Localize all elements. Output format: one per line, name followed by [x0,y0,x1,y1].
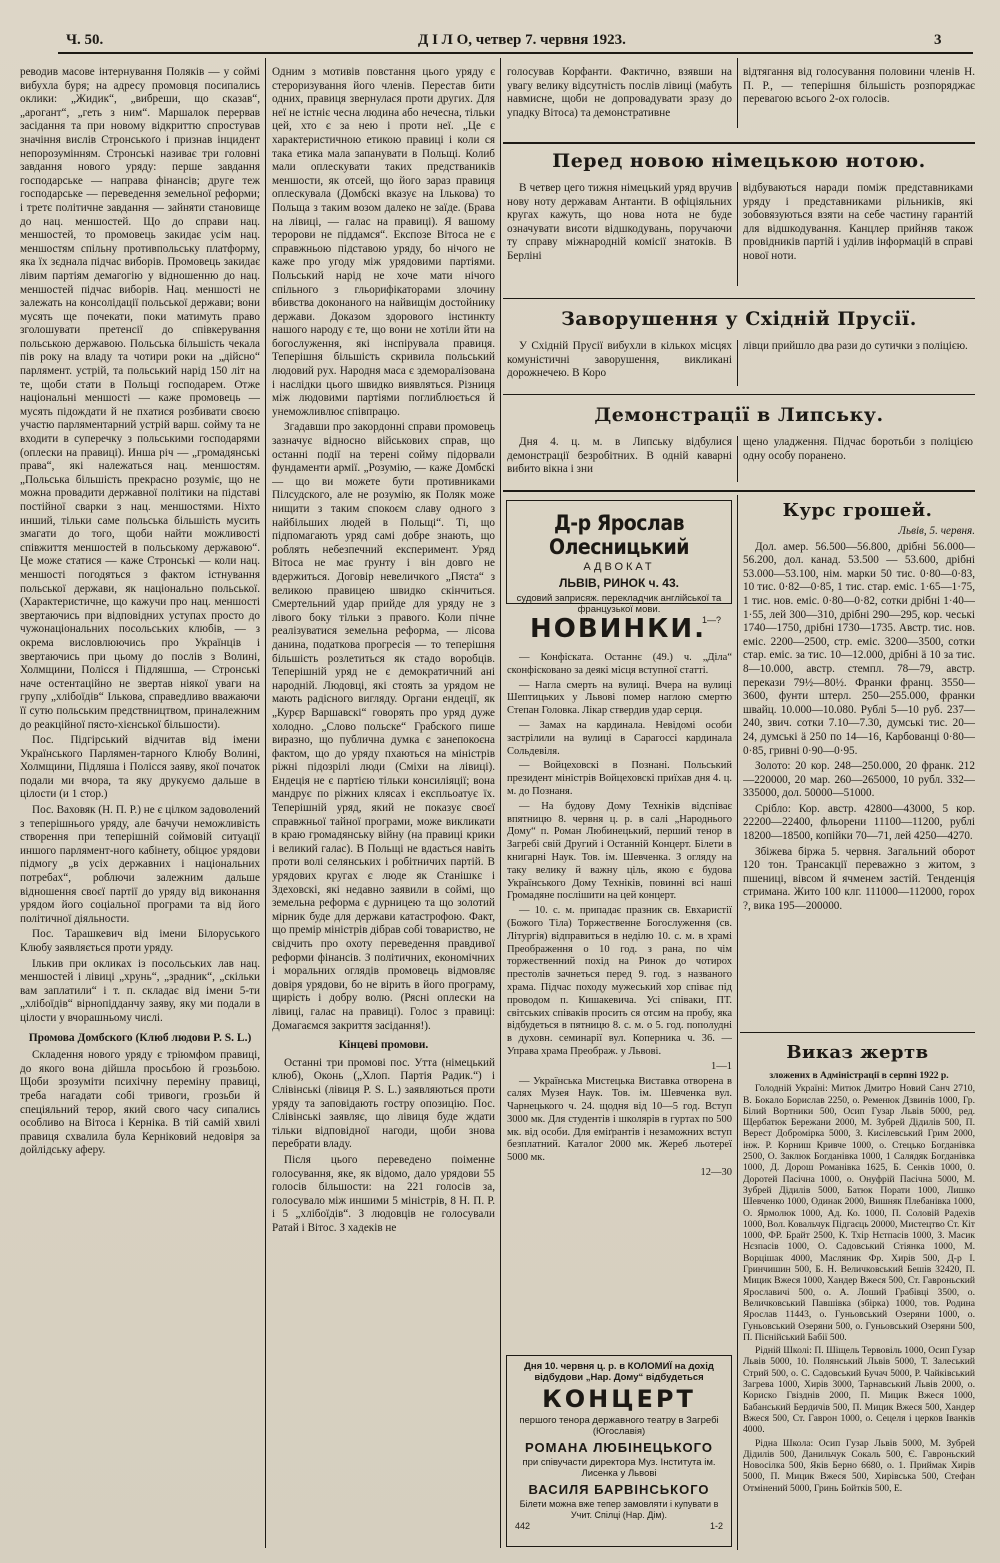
section-heading: Кінцеві промови. [338,1039,429,1052]
lawyer-advertisement [506,500,732,625]
column-rule [737,340,738,386]
victims-subtitle: зложених в Адміністрації в серпні 1922 р. [769,1070,949,1081]
paragraph: Срібло: Кор. австр. 42800—43000, 5 кор. 22200—22400, фльорени 11100—11200, рублі 18200—18500, копійки 70—71, лей 4250—4270. [743,802,975,843]
item-number: 12—30 [700,1167,732,1179]
section-rule [503,490,975,492]
column-rule-1 [265,58,266,1548]
paragraph: Пос. Підгірський відчитав від імени Українського Парлямен-тарного Клюбу Волині, Холмщини, Підляша і Полісся заяву, якої початок подали ми вчора, та яку друкуємо дальше в цілости (и 1 стор.) [20,734,260,801]
news-item: — Конфіската. Останнє (49.) ч. „Діла“ сконфісковано за деякі місця вступної статті. [507,652,732,676]
exchange-column [743,525,975,1025]
paragraph: щено уладження. Підчас боротьби з поліцією одну особу поранено. [743,436,973,462]
lawyer-note: судовий заприсяж. перекладчик англійської та французької мови. [516,593,722,615]
paragraph: Дол. амер. 56.500—56.800, дрібні 56.000—56.200, дол. канад. 53.500 — 53.600, дрібні 53.000—53.100, нім. марки 50 тис. 0·80—0·83, 10 тис. 0·82—0·85, 1 тис. стар. еміс. 1·65—1·75, 1 тис. нов. еміс. 0·80—0·82, сотки дрібні 1·40—1·55, лей 300—310, дрібні 290—295, кор. чеські 1740—1750, дрібні 1730—1735. Австр. тис. нов. еміс. 2200—2500, стр. еміс. 3200—3500, сотки стар. еміс. за тис. 10—12.000, дрібні ä 10 за тис. 8—10.000, австр. стемпл. 78—79, австр. перекази 79½—80½. Франки франц. 3550—3600, фунти штерл. 250—255.000, франки швайц. 10.000—10.080. Рублі 5—10 руб. 237—240, звич. сотки 7.10—7.30, думські тис. 20—24, думські ä 250 по 14—16, Карбованці 0·80—0·85, гривні 0·90—0·95. [743,540,975,757]
lawyer-name: Д-р Ярослав Олесницький [549,511,689,559]
paragraph: В четвер цего тижня німецький уряд вручив нову ноту державам Антанти. В офіціяльних кругах кажуть, що нова нота не буде означувати висоти відшкодувань, поручаючи ту справу міжнародній комісії знатоків. В Берліні [507,182,732,262]
column-4-continuation [743,66,975,136]
article-note-right [743,182,973,292]
column-3-continuation [507,66,732,136]
paragraph: Дня 4. ц. м. в Липську відбулися демонстрації безробітних. В одній каварні вибито вікна і зни [507,436,732,476]
article-prussia-right [743,340,973,390]
paragraph: лівци прийшло два рази до сутички з поліцією. [743,340,968,352]
ad-number: 1—? [701,615,721,625]
concert-word: КОНЦЕРТ [542,1385,696,1413]
section-rule [503,298,975,299]
news-column [507,652,732,1352]
paragraph: Збіжева біржа 5. червня. Загальний оборот 120 тон. Трансакції переважно з житом, з пшениці, вівсом й ячменем застій. Тенденція стримана. Жито 100 клг. 111000—112000, горох ?, вика 195—200000. [743,845,975,913]
exchange-date: Львів, 5. червня. [898,525,975,537]
lawyer-address: ЛЬВІВ, РИНОК ч. 43. [559,576,679,590]
column-rule-3 [737,495,738,1550]
column-rule-2 [500,58,501,1548]
article-leipzig-left [507,436,732,486]
masthead-title: Д І Л О, четвер 7. червня 1923. [418,32,626,48]
section-rule [740,1032,975,1033]
ad-number: 1-2 [709,1521,723,1531]
article-title-leipzig: Демонстрації в Липську. [594,404,884,426]
concert-line3: Білети можна вже тепер замовляти і купувати в Учит. Спілці (Нар. Дім). [519,1499,719,1520]
paragraph: Складення нового уряду є тріюмфом правиці, до якого вона дійшла просьбою й грозьбою. Щоби зрозуміти психічну переміну правиці, треба нагадати собі тривоги, грозьби й спеціяльний терор, який свого часу сипались особливо на Вітоса і Керніка. В тій самій хвилі правиця схвалила була Керніковий недовіря за дойлідську аферу. [20,1049,260,1157]
page-number: 3 [934,32,942,48]
paragraph: Ількив при окликах із посольських лав нац. меншостей і лівиці „хрунь“, „зрадник“, „скільки вам заплатили“ і т. п. складає від імени 5-ти „хлібоїдів“ вірнопідданчу заяву, яку ми подали в цілости у вчорашньому числі. [20,957,260,1024]
concert-advertisement [506,1355,732,1547]
item-number: 1—1 [711,1060,732,1072]
paragraph: Останні три промові пос. Утта (німецький клюб), Оконь („Хлоп. Партія Радик.“) і Слівінські (лівиця P. S. L.) заявляються проти уряду та заповідають гостру опозицію. Пос. Слівінські заявляє, що лівиця буде ждати тільки відповідної нагоди, щоби знова перебрати владу. [272,1056,495,1151]
exchange-title: Курс грошей. [782,500,933,521]
column-rule [737,436,738,482]
paragraph: Згадавши про закордонні справи промовець зазначує відносно військових справ, що останні події на терені сойму підорвали фундаменти армії. „Розумію, — каже Домбскі — що ви можете бути противниками Пілсудского, але не розумію, як Поляк може нищити з таким спокоєм славу одного з найбільших людей в Польщі“. Ті, що підпомагають уряд самі добре знають, що роблять небезпечний експеримент. Уряд Вітоса не має ґрунту і він довго не вдержиться. Договір невеличкого „Пяста“ з великою правицею швидко скінчиться. Смертельний удар прийде для уряду не з лівого боку тільки з правого. Коли пічне реалізуватися земельна реформа, — лісова данина, податкова прогресія — то теперішня більшість розлетиться як стадо воробців. Теперішній уряд не є демократичний ані народній. Людовці, які стоять за урядом не мають радісного вигляду. Органи ендеції, як „Курєр Варшавскі“ говорять про уряд дуже холодно. „Слово польске“ Грабского пише виразно, що публична думка є занепокоєна фактом, що до уряду пхаються на міністрів ріжні підозрілі люди (Сміхи на лівиці). Ендеція не є партією тільки консиліяції; вона мандрує по ріжних клясах і експльоатує їх. Теперішній уряд, який не показує своєї справжньої тайної програми, може викликати в краю громадянську війну (на правиці крики і великий галас). В Польщі не вдасться навіть проти волі селянських і робітничих партій. В урядових кругах є люде як Станішкє і Здеховскі, які недавно заявили в соймі, що земельна реформа є дурницею та що золотий мірник буде для держави катастрофою. Факт, що премір міністрів дібрав собі товариство, не свідчить про охоту переведення правдивої реформи фінансів. З політичних, економічних і моральних оглядів промовець відмовляє довіря урядови, бо не вірить в його програму, щирість і добру волю. (Рясні оплески на лівиці, галас на правиці). Голос з правиці: Домагаємся закриття засідання!). [272,421,495,1032]
column-1 [20,66,260,1546]
section-rule [503,394,975,395]
victims-column [743,1070,975,1548]
page-header [60,30,975,52]
section-heading: Промова Домбского (Клюб людови P. S. L.) [28,1031,252,1044]
news-item: — Войцеховскі в Познані. Польський президент міністрів Войцеховскі приїхав дня 4. ц. м. до Познаня. [507,760,732,797]
paragraph: Рідній Школі: П. Шіщель Тервовіль 1000, Осип Гузар Львів 5000, 10. Полянський Львів 5000, Т. Залеський Стрий 500, о. С. Садовський Бучач 5000, Р. Чайківський Загрева 1000, Хирів 3000, Тарнавський Львів 2000, о. Кориско Гвізднів 2000, П. Мицик Вжеся 1000, Бабанський Бердичів 500, П. Мицик Вжеся 500, Хандер Вжеся 500, Ст. Гаврон 1000, о. Сецеля і церков Іванків 4000. [743,1345,975,1436]
paragraph: відбуваються наради поміж представниками уряду і представниками рільників, які зобовязуються взяти на себе частину гарантій для відшкодування. Канцлер прийняв також провідників партій і уділив інформацій в справі нової ноти. [743,182,973,262]
paragraph: Після цього переведено поіменне голосування, яке, як відомо, дало урядови 55 голосів більшости: на 221 голосів за, голосувало між иншими 5 міністрів, 8 Н. П. Р. і 5 „хлібоїдів“. З людовців не голосували Ратай і Вітос. З хадеків не [272,1153,495,1234]
paragraph: Голодній Україні: Митюк Дмитро Новий Санч 2710, В. Бокало Борислав 2250, о. Ременюк Дзвинів 1000, Гр. Білий Вортники 500, Осип Гузар Львів 5000, ред. Щербатюк Бережани 2000, М. Зубрей Дідилів 500, П. Верест Добромірка 5000, З. Кисілевський Грим 2000, інж. Р. Корниш Кривче 1000, о. Стецько Богданівка 2500, О. Заклюк Богданівка 1000, 1 Салядяк Богданівка 1000, Д. Дорош Романівка 1625, Б. Сенків 1000, 0. Доротей Пасічна 1000, о. Онуфрій Пасічна 5000, М. Зубрей Дідилів 5000, Батюк Порати 1000, Лишко Шевченко 1000, Одинак 2000, Вишняк Плебанівка 1000, О. Ярмолюк 1000, Ад. Ко. 1000, П. Соловій Радехів 1000, Вол. Ковальчук Підгаєць 20000, Мистецтво Ст. Кіт 1000, ФР. Брайт 2500, К. Тхір Нєтпасів 1000, З. Масик Нєзпасів 1000, О. Садовський Стіянка 1000, М. Ворцішак 4000, Масляник Фр. Хирів 500, Д-р І. Гринчишин 500, Б. Н. Величковський Бешів 32420, П. Мицик Вжеся 1000, Хандер Вжеся 500, Ст. Гавроньский Ярославичі 500, о. А. Лоший Грабівці 3500, о. Величковський Павшівка (збірка) 1000, тов. Родина Ярослав 11443, о. Гуньовський Озеряни 1000, о. Гуньовський Озеряни 500, о. Гуньовський Озеряни 500, П. Піснійський Бабії 500. [743,1083,975,1343]
header-rule [58,52,973,54]
news-title: НОВИНКИ. [529,614,707,644]
article-title-note: Перед новою німецькою нотою. [552,150,926,172]
article-title-prussia: Заворушення у Східній Прусії. [561,308,917,330]
news-item: — На будову Дому Техніків відспіває впятницю 8. червня ц. р. в салі „Народнього Дому“ п. Роман Любинецький, перший тенор в Загребі свій Другий і Останній Концерт. Білети в книгарні Наук. Тов. ім. Шевченка. З огляду на таку велику й важну ціль, якою є будова Українського Дому Техніків, повинні всі наші Громадяне послішити на цей концерт. [507,800,732,902]
news-item: — Нагла смерть на вулиці. Вчера на вулиці Шептицьких у Львові помер наглою смертю Степан Головка. Лікар ствердив удар серця. [507,679,732,717]
issue-number: Ч. 50. [66,32,104,48]
news-item: — 10. с. м. припадає празник св. Евхаристії (Божого Тіла) Торжественне Богослуження (св. Літургія) відправиться в неділю 10. с. м. в храмі Преображення о 10 год. з рана, по чім торжественний похід на Ринок до чотирох престолів зачнеться перед 9. год. з названого храма. Підчас походу мужеський хор співає під проводом п. Кишакевича. Усі співаки, ПТ. світських співаків просить ся отсим на пробу, яка відбудеться в пятницю 8. с. м. о 5. год. пополудні в духовн. семинарії вул. Коперника ч. 36. — Управа храма Преображ. у Львові. [507,905,732,1057]
section-rule [503,142,975,144]
concert-numbers [515,1521,723,1531]
paragraph: Пос. Ваховяк (Н. П. Р.) не є цілком задоволений з теперішнього уряду, але бачучи неможливість створення при теперішній соймовій ситуації иншого парлямент-ного кабінету, обіцює урядови підмогу „в усіх державних і національних потребах“, роблючи залежним дальше відношення своєї партії до уряду від виконання урядом його соціальної програми та від його політичної діяльности. [20,804,260,925]
paragraph: Золото: 20 кор. 248—250.000, 20 франк. 212—220000, 20 мар. 260—265000, 10 рубл. 332—335000, дол. 50000—51000. [743,760,975,800]
concert-line2: при співучасти директора Муз. Інститута ім. Лисенка у Львові [522,1457,716,1479]
paragraph: Одним з мотивів повстання цього уряду є стероризування його членів. Перестав бити одних, правиця звернулася проти других. Для неї не істніє чесна людина або нечесна, тільки цей, хто є за нею і проти неї. „Це є характеристичною етикою правиці і коли ся така етика мала запанувати в Польщі. Колиб мали оплескувати таких предстваників меншости, як отсей, що його зараз правиця оплескувала (Домбскі вказує на Ількова) то Польща з таким возом далеко не заїде. (Брава на лівиці, — галас на правиці). Я вашому теророви не піддамся“. Експозе Вітоса не є справжньою підставою уряду, бо нічого не каже про угоду між урядовими партіями. Польський нарід не хоче мати нічого спільного з гльорифікаторами злочину вбивства доконаного на найвищім достойнику держави. Доказом здорового інстинкту нашого народу є те, що вони не хотіли йти на богослуження, які інспірувала правиця. Теперішня більшість скривила польський людовий рух. Народня маса є здеморалізована і наслідки цього швидко виявляться. Різниця між людовими партіями поглиблюється й унеможливлює співпрацю. [272,66,495,418]
paragraph: Пос. Тарашкевич від імени Білоруського Клюбу заявляється проти уряду. [20,928,260,954]
news-item: — Замах на кардинала. Невідомі особи застрілили на вулиці в Сарагоссі кардинала Сольдевіля. [507,719,732,757]
paragraph: реводив масове інтернування Поляків — у соймі вибухла буря; на адресу промовця посипались оклики: „Жидик“, „вибреши, що сказав“, „арогант“, „геть з ним“. Маршалок перервав засідання та при новому відкриттю спростував значіння вислів Стронськоґо і признав інцидент непорозумінням. Стронські називає три головні завдання нового уряду: перше завдання господарське — направа фінансів; друге теж господарське — переведення земельної реформи; і третє політичне завдання — зайняти становище до нац. меншостей. Що до справи нац. меншостей, то промовець закидає усім нац. меншостям спільну противпольську платформу, яка їх зєднала підчас виборів. Промовець закидає лівим партіям демагогію у відношенню до нац. меншостей підчас виборів. Нац. меншості не залежать на консолідації польської держави; вони мусять ще почекати, поки матимуть право зголошувати претенсії до співкерування польською державою. Польська більшість чекала пів року на владу та чотири роки на „дійсно“ парлямент. устрій, та польський нарід 150 літ на те, щоби стати в Польщі господарем. Отже національні меншості — каже промовець — мусять підождати й не пхатися розбивати своєю участю парляментарний устрій варш. сойму та не входити в суперечку з польськими господарями (оплески на правиці). Инша річ — „громадянські права“, які належаться нац. меншостям. „Польська більшість прекрасно розуміє, що не можна провадити державної політики на підставі постійної сварки з нац. меншостями. Ніхто инший, тільки саме польська більшість мусить змагати до того, щоби найти можливості співжиття меншостей в польському державою“. Це може статися — каже Стронські — коли нац. меншості погодяться з фактом істнування польської держави, як національно польської. (Характеристичне, що кажучи про нац. меншості звертаючись при відповідних уступах просто до чужонаціональних посольських клюбів, — з окрема висловлюючись про Українців і звертаючись при цьому до послів з Волині, Холмщини, Полісся і Підляшша, — Стронські наче остентаційно не звертав ніякої уваги на групу „хлібоїдів“ Ількова, справедливо вважаючи її сутю польським предствництвом, приналежним до реакційної пясто-хієнської більшости). [20,66,260,731]
article-leipzig-right [743,436,973,486]
column-rule [737,182,738,286]
ad-number: 442 [515,1521,531,1531]
paragraph: Рідна Школа: Осип Гузар Львів 5000, М. Зубрей Дідилів 500, Данильчук Сокаль 500, Є. Гавроньский Новосілка 500, Яків Берно 6680, о. 1. Приймак Хирів 5000, П. Мицик Вжеся 500, Хирівська 500, Стефан Отмінений 5000, Гринь Бойтків 500, Е. [743,1437,975,1494]
victims-title: Виказ жертв [786,1042,929,1063]
column-rule-3-top [737,58,738,128]
paragraph: відтягання від голосування половини членів Н. П. Р., — теперішня більшість розпоряджає перевагою всього 2-ох голосів. [743,66,975,106]
concert-line1: першого тенора державного театру в Загребі (Югославія) [519,1415,719,1437]
concert-performer-1: РОМАНА ЛЮБІНЕЦЬКОГО [525,1440,713,1455]
concert-performer-2: ВАСИЛЯ БАРВІНСЬКОГО [528,1482,710,1497]
paragraph: голосував Корфанти. Фактично, взявши на увагу велику відсутність послів лівиці (мабуть навмисне, щоби не допровадувати зразу до упадку Вітоса) та демонстративне [507,66,732,119]
news-item: — Українська Мистецька Виставка отворена в салях Музея Наук. Тов. ім. Шевченка вул. Чарнецького ч. 24. щодня від 10—5 год. Вступ 3000 мк. Для студентів і школярів в гуртах по 500 мк. від особи. Для еміґрантів і незаможних вступ безплатний. Каталог 2000 мк. Жереб льотереї 5000 мк. [507,1075,732,1164]
column-2 [272,66,495,1546]
article-note-left [507,182,732,292]
lawyer-role: АДВОКАТ [583,561,655,573]
article-prussia-left [507,340,732,390]
concert-top: Дня 10. червня ц. р. в КОЛОМИЇ на дохід відбудови „Нар. Дому“ відбудеться [524,1361,714,1383]
paragraph: У Східній Прусії вибухли в кількох місцях комуністичні заворушення, викликані дорожнечею. В Коро [507,340,732,380]
